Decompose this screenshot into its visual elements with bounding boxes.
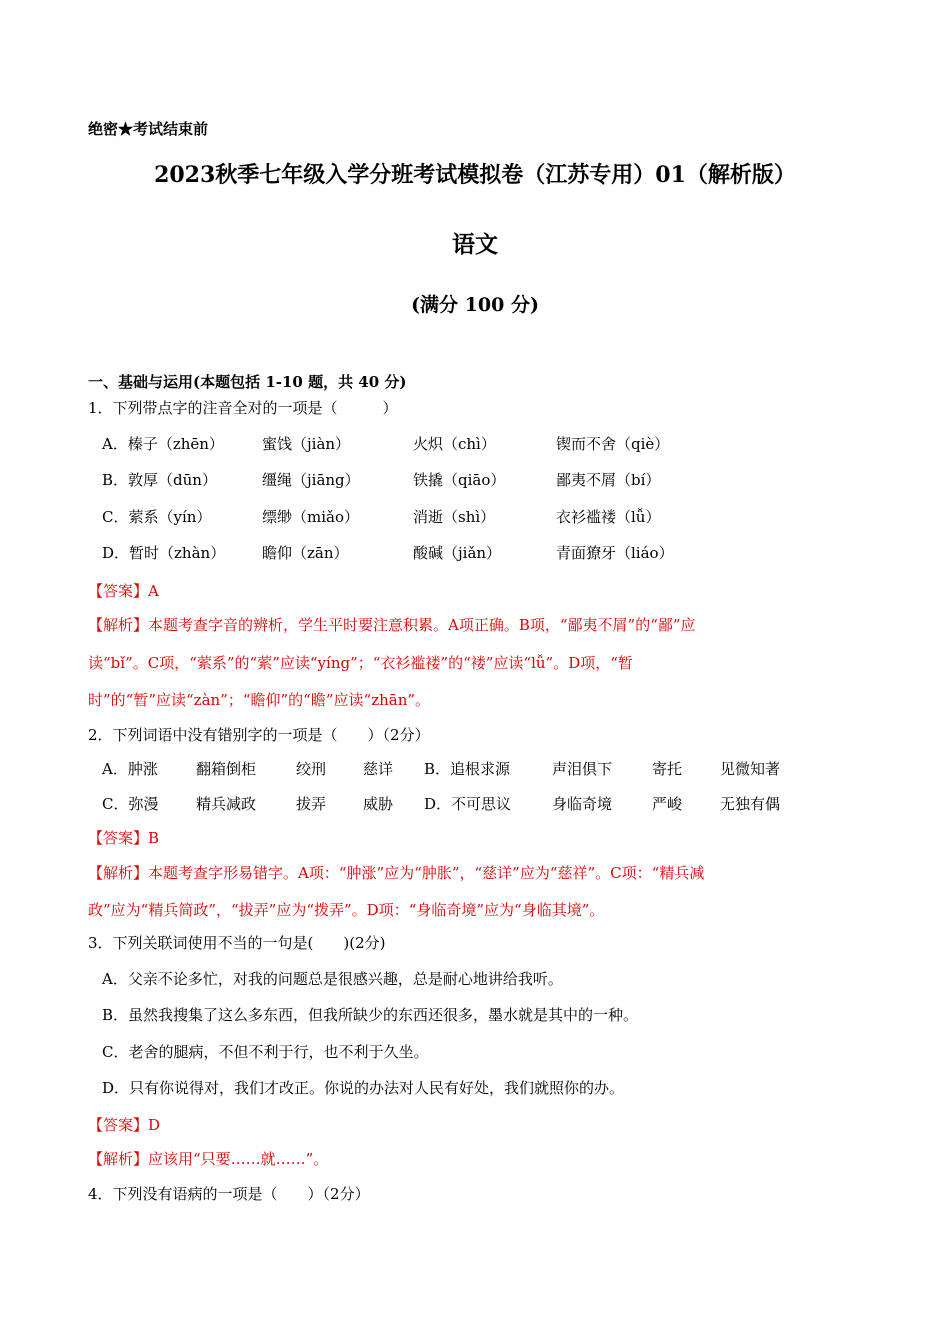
page-title: 2023秋季七年级入学分班考试模拟卷（江苏专用）01（解析版） bbox=[154, 162, 796, 188]
q2-word: 拔弄 bbox=[296, 795, 327, 813]
q2-word: 无独有偶 bbox=[720, 795, 781, 813]
q2-word: C．弥漫 bbox=[102, 795, 159, 813]
q1-option-b-2: 缰绳（jiāng） bbox=[262, 471, 360, 489]
q3-option-d: D．只有你说得对，我们才改正。你说的办法对人民有好处，我们就照你的办。 bbox=[102, 1079, 625, 1097]
q1-analysis-line-1: 【解析】本题考查字音的辨析，学生平时要注意积累。A项正确。B项，“鄙夷不屑”的“鄙”应 bbox=[88, 616, 696, 634]
subject-title: 语文 bbox=[452, 231, 498, 258]
question-4-stem: 4．下列没有语病的一项是（ ）（2分） bbox=[88, 1185, 370, 1203]
q3-option-a: A．父亲不论多忙，对我的问题总是很感兴趣，总是耐心地讲给我听。 bbox=[102, 970, 563, 988]
q2-word: 寄托 bbox=[652, 760, 683, 778]
full-score: (满分 100 分) bbox=[411, 294, 539, 316]
q2-word: 翻箱倒柜 bbox=[196, 760, 257, 778]
q3-answer: 【答案】D bbox=[88, 1116, 161, 1134]
q1-option-a-4: 锲而不舍（qiè） bbox=[556, 435, 670, 453]
q2-word: B．追根求源 bbox=[424, 760, 511, 778]
question-3-stem: 3．下列关联词使用不当的一句是( )(2分) bbox=[88, 934, 386, 952]
q2-word: A．肿涨 bbox=[102, 760, 158, 778]
q1-option-a-2: 蜜饯（jiàn） bbox=[262, 435, 351, 453]
q2-analysis-line-2: 政”应为“精兵简政”，“拔弄”应为“拨弄”。D项：“身临奇境”应为“身临其境”。 bbox=[88, 901, 605, 919]
q1-option-b-3: 铁撬（qiāo） bbox=[413, 471, 506, 489]
q1-option-a-3: 火炽（chì） bbox=[413, 435, 496, 453]
q2-word: 绞刑 bbox=[296, 760, 327, 778]
q2-word: 精兵减政 bbox=[196, 795, 257, 813]
q2-word: 威胁 bbox=[363, 795, 394, 813]
q1-analysis-line-2: 读“bǐ”。C项，“萦系”的“萦”应读“yíng”；“衣衫褴褛”的“褛”应读“lǚ”。D项，“暂 bbox=[88, 654, 633, 672]
q3-option-b: B．虽然我搜集了这么多东西，但我所缺少的东西还很多，墨水就是其中的一种。 bbox=[102, 1006, 639, 1024]
q2-word: 身临奇境 bbox=[552, 795, 613, 813]
q1-option-d-3: 酸碱（jiǎn） bbox=[413, 544, 502, 562]
q1-option-a-1: A．榛子（zhēn） bbox=[102, 435, 224, 453]
q2-word: 声泪俱下 bbox=[552, 760, 613, 778]
q1-answer: 【答案】A bbox=[88, 582, 159, 600]
q3-option-c: C．老舍的腿病，不但不利于行，也不利于久坐。 bbox=[102, 1043, 429, 1061]
q2-word: 见微知著 bbox=[720, 760, 781, 778]
q1-option-c-2: 缥缈（miǎo） bbox=[262, 508, 359, 526]
confidential-label: 绝密★考试结束前 bbox=[88, 120, 209, 138]
q1-option-c-4: 衣衫褴褛（lǚ） bbox=[556, 508, 661, 526]
q3-analysis: 【解析】应该用“只要……就……”。 bbox=[88, 1150, 329, 1168]
q2-answer: 【答案】B bbox=[88, 829, 160, 847]
q1-option-c-3: 消逝（shì） bbox=[413, 508, 496, 526]
q1-option-d-1: D．暂时（zhàn） bbox=[102, 544, 226, 562]
q2-word: D．不可思议 bbox=[424, 795, 512, 813]
question-1-stem: 1．下列带点字的注音全对的一项是（ ） bbox=[88, 399, 398, 417]
q2-analysis-line-1: 【解析】本题考查字形易错字。A项：“肿涨”应为“肿胀”，“慈详”应为“慈祥”。C项：“精兵减 bbox=[88, 864, 705, 882]
q2-word: 严峻 bbox=[652, 795, 683, 813]
q1-option-b-4: 鄙夷不屑（bí） bbox=[556, 471, 661, 489]
q1-option-c-1: C．萦系（yín） bbox=[102, 508, 212, 526]
q1-option-b-1: B．敦厚（dūn） bbox=[102, 471, 217, 489]
section-heading: 一、基础与运用(本题包括 1-10 题，共 40 分) bbox=[88, 373, 407, 391]
q1-option-d-4: 青面獠牙（liáo） bbox=[556, 544, 674, 562]
q1-option-d-2: 瞻仰（zān） bbox=[262, 544, 349, 562]
q2-word: 慈详 bbox=[363, 760, 394, 778]
q1-analysis-line-3: 时”的“暂”应读“zàn”；“瞻仰”的“瞻”应读“zhān”。 bbox=[88, 691, 431, 709]
question-2-stem: 2．下列词语中没有错别字的一项是（ ）（2分） bbox=[88, 726, 430, 744]
